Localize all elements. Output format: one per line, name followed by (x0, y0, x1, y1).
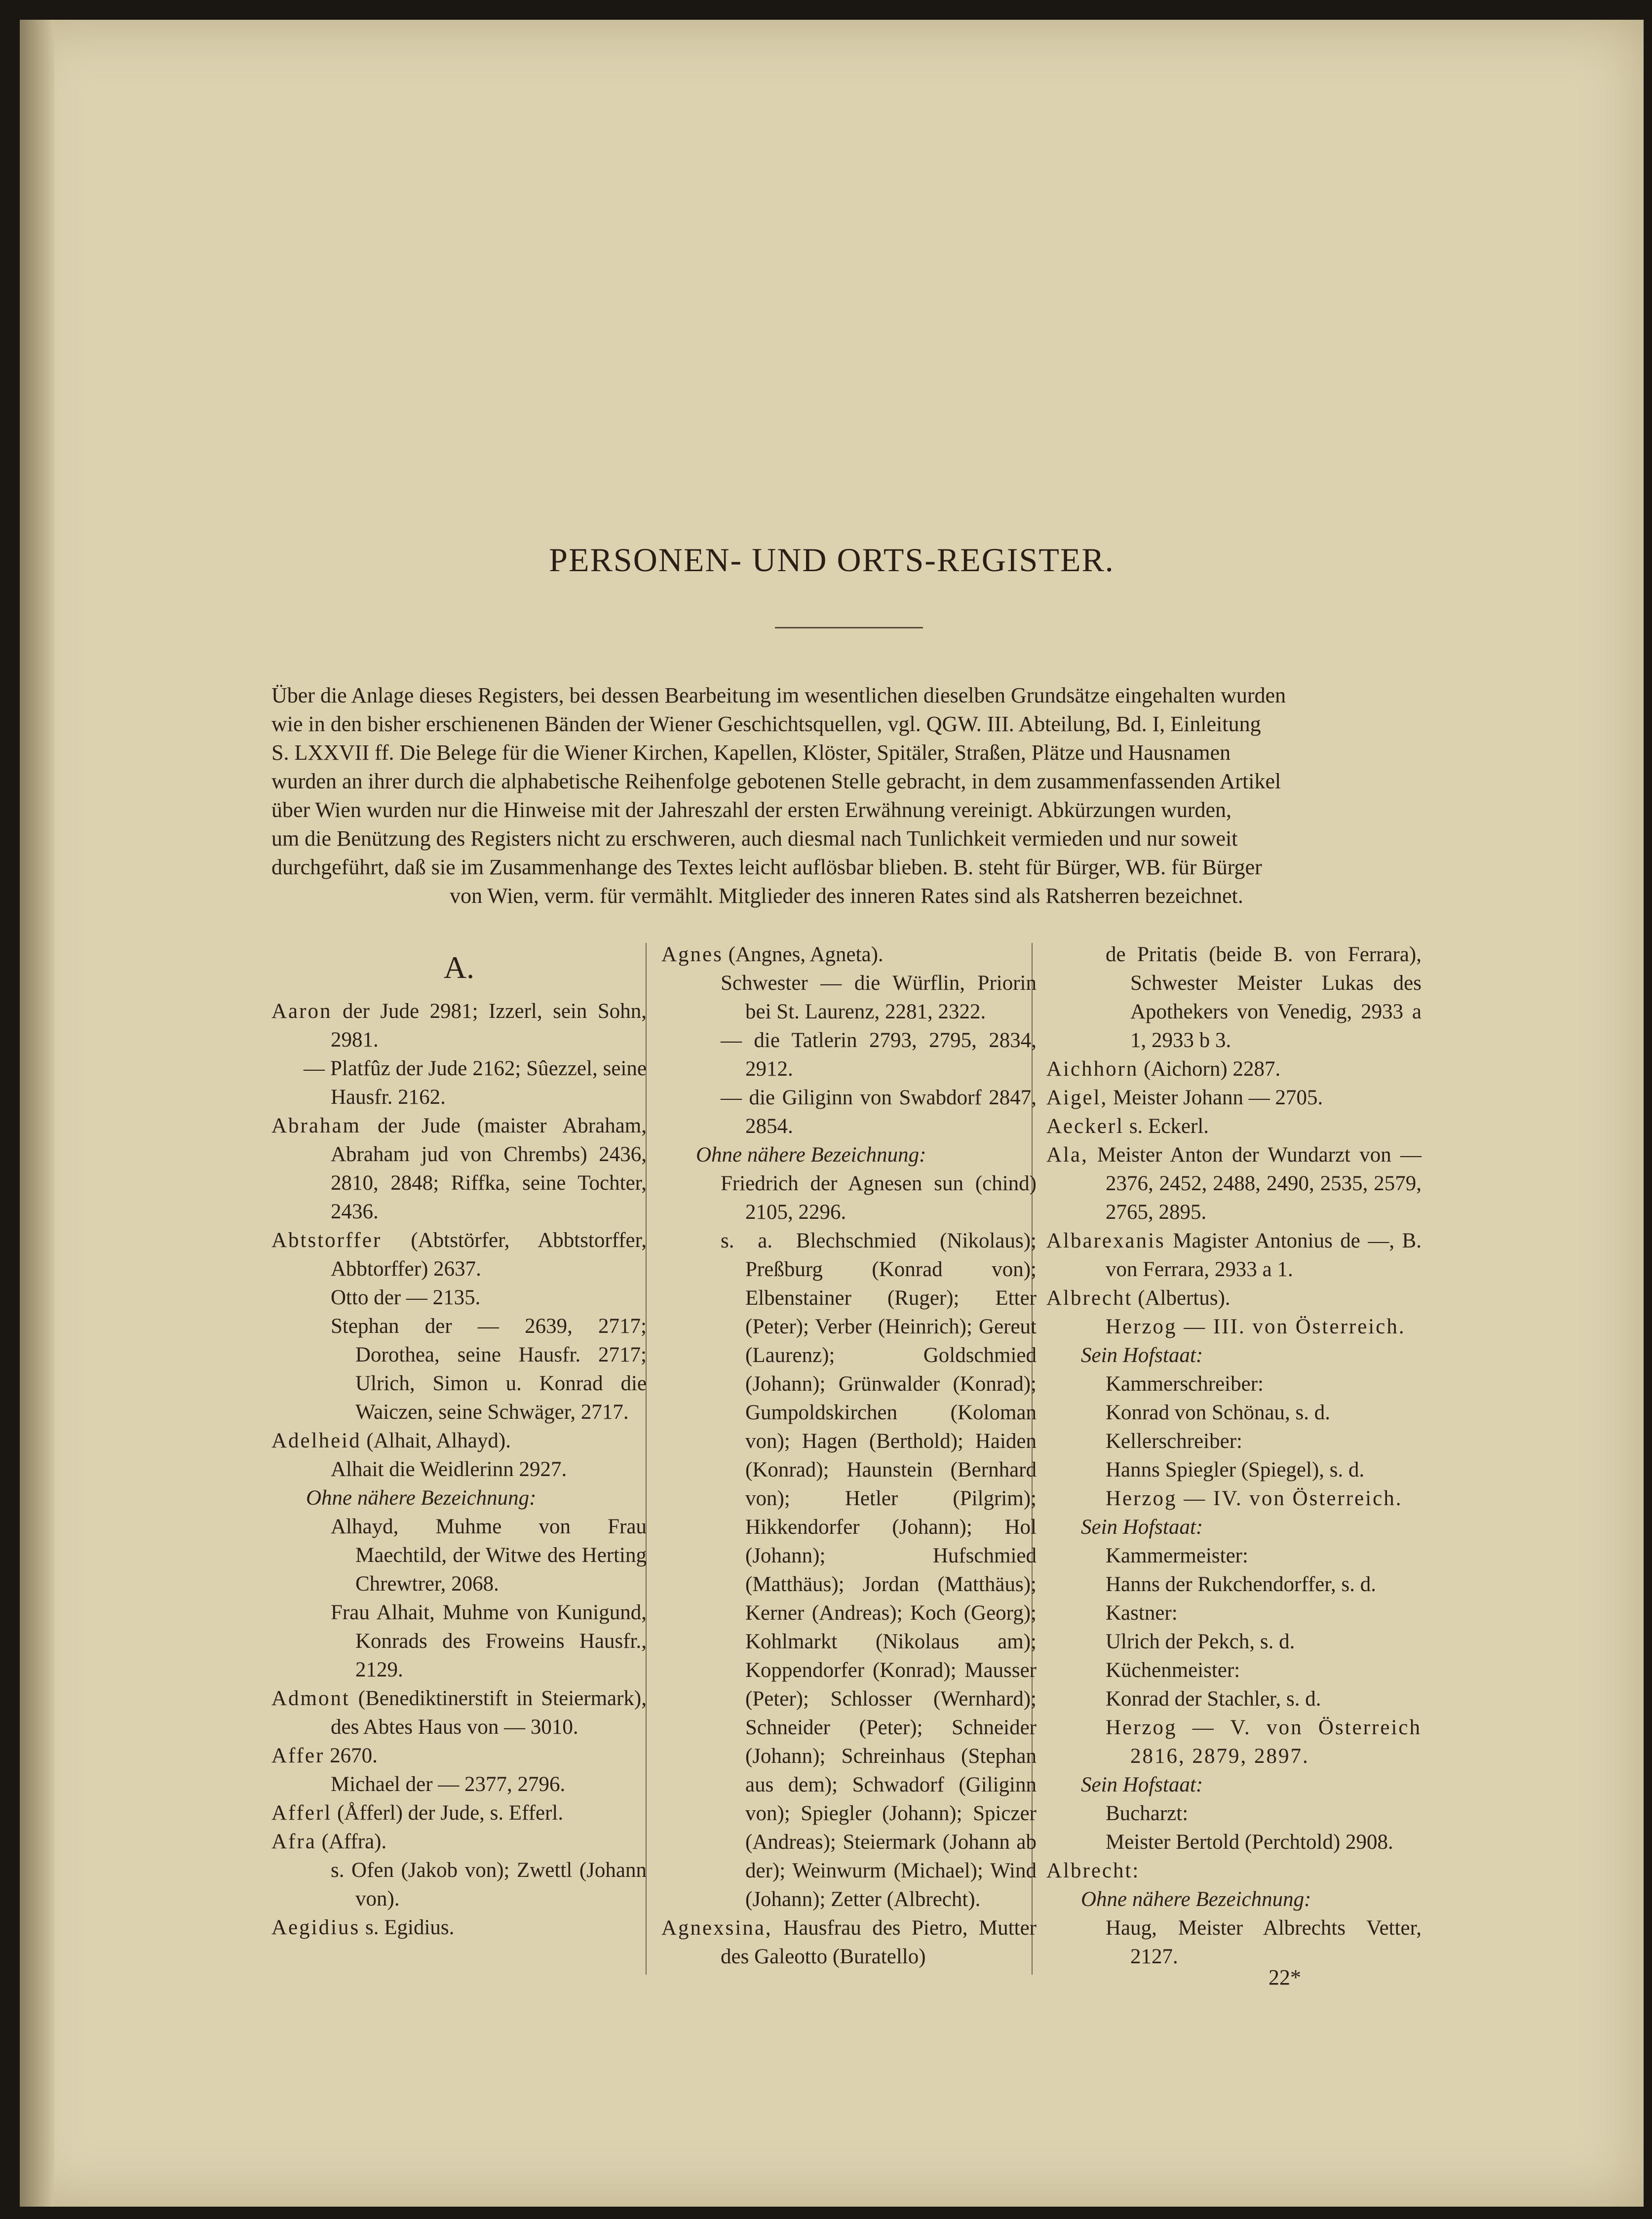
register-entry (271, 1742, 647, 1770)
intro-paragraph (271, 681, 1421, 910)
entry-text: Frau Alhait, Muhme von Kunigund, Konrads des Froweins Hausfr., 2129. (331, 1601, 647, 1681)
entry-text: Ohne nähere Bezeichnung: (696, 1143, 926, 1167)
entry-text: (Angnes, Agneta). (723, 943, 884, 966)
register-column-3 (1046, 940, 1421, 1971)
entry-text: Hausfrau des Pietro, Mutter des Galeotto (Buratello) (721, 1916, 1037, 1968)
register-entry (271, 1799, 647, 1828)
entry-text: s. Eckerl. (1124, 1115, 1209, 1138)
entry-text: Konrad von Schönau, s. d. (1106, 1401, 1331, 1424)
book-page (20, 20, 1644, 2207)
entry-text: (Åfferl) der Jude, s. Efferl. (332, 1801, 564, 1825)
entry-text: Friedrich der Agnesen sun (chind) 2105, 2296. (721, 1172, 1037, 1224)
entry-text: Ohne nähere Bezeichnung: (306, 1486, 537, 1510)
entry-text: (Alhait, Alhayd). (361, 1429, 511, 1452)
register-entry (271, 1112, 647, 1226)
entry-headword: Albrecht: (1046, 1859, 1140, 1882)
entry-text: Alhait die Weidlerinn 2927. (331, 1458, 567, 1481)
entry-text: Kammerschreiber: (1106, 1372, 1264, 1396)
register-entry (1046, 1055, 1421, 1084)
register-entry (661, 1084, 1037, 1141)
entry-text: Kastner: (1106, 1601, 1178, 1625)
register-entry (271, 1226, 647, 1284)
intro-line: wurden an ihrer durch die alphabetische Reihenfolge gebotenen Stelle gebracht, in dem zusammenfassenden Artikel (271, 769, 1281, 793)
entry-headword: Adelheid (271, 1429, 361, 1452)
entry-text: Konrad der Stachler, s. d. (1106, 1687, 1321, 1711)
entry-text: Küchenmeister: (1106, 1659, 1240, 1682)
entry-headword: Afferl (271, 1801, 332, 1825)
register-entry (1046, 1084, 1421, 1112)
entry-text: — Platfûz der Jude 2162; Sûezzel, seine Hausfr. 2162. (304, 1057, 647, 1109)
register-entry (1046, 1656, 1421, 1685)
register-entry (661, 969, 1037, 1026)
entry-text: — die Tatlerin 2793, 2795, 2834, 2912. (721, 1029, 1037, 1081)
entry-text: s. Egidius. (360, 1916, 455, 1939)
entry-headword: Aaron (271, 1000, 332, 1023)
entry-text: Meister Bertold (Perchtold) 2908. (1106, 1830, 1393, 1854)
column-entries (271, 997, 647, 1942)
register-entry (271, 1455, 647, 1484)
register-entry (271, 1684, 647, 1742)
register-entry (1046, 1628, 1421, 1656)
section-letter: A. (443, 950, 475, 985)
entry-text: Magister Antonius de —, B. von Ferrara, 2933 a 1. (1106, 1229, 1421, 1281)
register-entry (661, 1227, 1037, 1914)
register-entry (661, 1026, 1037, 1084)
entry-text: Kellerschreiber: (1106, 1430, 1242, 1453)
entry-text: Meister Anton der Wundarzt von — 2376, 2452, 2488, 2490, 2535, 2579, 2765, 2895. (1088, 1143, 1421, 1224)
entry-text: Kammermeister: (1106, 1544, 1248, 1567)
entry-text: Herzog — V. von Österreich 2816, 2879, 2897. (1106, 1716, 1421, 1768)
register-entry (271, 1513, 647, 1598)
register-entry (271, 1312, 647, 1427)
entry-headword: Agnexsina, (661, 1916, 772, 1940)
entry-text: Sein Hofstaat: (1081, 1344, 1203, 1367)
entry-text: Herzog — III. von Österreich. (1106, 1315, 1406, 1338)
entry-headword: Aigel, (1046, 1086, 1108, 1109)
entry-text: (Abtstörfer, Abbtstorffer, Abbtorffer) 2637. (331, 1229, 647, 1281)
register-entry (1046, 1284, 1421, 1313)
register-entry (271, 1913, 647, 1942)
entry-text: de Pritatis (beide B. von Ferrara), Schwester Meister Lukas des Apothekers von Venedig, 2933 a 1, 2933 b 3. (1106, 943, 1421, 1052)
entry-text: Sein Hofstaat: (1081, 1773, 1203, 1796)
entry-text: (Aichorn) 2287. (1138, 1057, 1281, 1081)
entry-text: Hanns der Rukchendorffer, s. d. (1106, 1573, 1376, 1596)
register-entry (271, 1484, 647, 1513)
register-entry (661, 1914, 1037, 1971)
page-number: 22* (1268, 1965, 1301, 1989)
entry-text: Herzog — IV. von Österreich. (1106, 1487, 1403, 1510)
entry-headword: Admont (271, 1687, 350, 1710)
column-entries (1046, 940, 1421, 1971)
register-entry (1046, 1685, 1421, 1713)
register-entry (1046, 1484, 1421, 1513)
intro-line: Über die Anlage dieses Registers, bei dessen Bearbeitung im wesentlichen dieselben Grundsätze eingehalten wurden (271, 683, 1286, 707)
entry-headword: Aeckerl (1046, 1115, 1124, 1138)
intro-line: S. LXXVII ff. Die Belege für die Wiener Kirchen, Kapellen, Klöster, Spitäler, Straßen, Plätze und Hausnamen (271, 740, 1231, 765)
entry-text: Alhayd, Muhme von Frau Maechtild, der Witwe des Herting Chrewtrer, 2068. (331, 1515, 647, 1596)
register-entry (1046, 940, 1421, 1055)
intro-line: wie in den bisher erschienenen Bänden der Wiener Geschichtsquellen, vgl. QGW. III. Abteilung, Bd. I, Einleitung (271, 712, 1261, 736)
intro-line: über Wien wurden nur die Hinweise mit der Jahreszahl der ersten Erwähnung vereinigt. Abkürzungen wurden, (271, 798, 1232, 822)
entry-text: Ohne nähere Bezeichnung: (1081, 1888, 1311, 1911)
register-entry (1046, 1513, 1421, 1542)
register-entry (1046, 1857, 1421, 1885)
entry-text: Stephan der — 2639, 2717; Dorothea, seine Hausfr. 2717; Ulrich, Simon u. Konrad die Waiczen, seine Schwäger, 2717. (331, 1315, 647, 1424)
entry-headword: Albarexanis (1046, 1229, 1165, 1252)
register-entry (1046, 1570, 1421, 1599)
register-entry (271, 1598, 647, 1684)
register-entry (271, 1770, 647, 1799)
title-divider (775, 627, 923, 628)
register-entry (661, 1141, 1037, 1169)
entry-text: s. Ofen (Jakob von); Zwettl (Johann von). (331, 1859, 647, 1910)
page-title: PERSONEN- UND ORTS-REGISTER. (549, 541, 1114, 579)
entry-headword: Abraham (271, 1114, 361, 1137)
register-entry (1046, 1799, 1421, 1828)
register-entry (1046, 1542, 1421, 1570)
entry-headword: Aichhorn (1046, 1057, 1139, 1081)
register-entry (271, 1054, 647, 1112)
register-entry (1046, 1713, 1421, 1771)
register-entry (1046, 1456, 1421, 1484)
entry-headword: Affer (271, 1744, 325, 1767)
register-entry (1046, 1399, 1421, 1427)
register-column-2 (661, 940, 1037, 1971)
register-entry (1046, 1141, 1421, 1227)
entry-text: Bucharzt: (1106, 1802, 1189, 1825)
page-gutter (20, 20, 54, 2207)
entry-headword: Aegidius (271, 1916, 360, 1939)
entry-headword: Abtstorffer (271, 1229, 382, 1252)
entry-headword: Agnes (661, 943, 723, 966)
register-entry (1046, 1914, 1421, 1971)
entry-text: Sein Hofstaat: (1081, 1516, 1203, 1539)
entry-text: Meister Johann — 2705. (1108, 1086, 1323, 1109)
register-entry (661, 940, 1037, 969)
register-column-1 (271, 940, 647, 1942)
register-entry (1046, 1885, 1421, 1914)
register-entry (661, 1169, 1037, 1227)
entry-text: (Affra). (316, 1830, 387, 1853)
intro-line: durchgeführt, daß sie im Zusammenhange des Textes leicht auflösbar blieben. B. steht für Bürger, WB. für Bürger (271, 855, 1262, 879)
entry-headword: Ala, (1046, 1143, 1088, 1167)
intro-line: um die Benützung des Registers nicht zu erschweren, auch diesmal nach Tunlichkeit vermieden und nur soweit (271, 826, 1238, 851)
entry-text: Schwester — die Würflin, Priorin bei St. Laurenz, 2281, 2322. (721, 972, 1037, 1023)
register-entry (271, 1284, 647, 1312)
entry-text: Ulrich der Pekch, s. d. (1106, 1630, 1295, 1653)
intro-line: von Wien, verm. für vermählt. Mitglieder des inneren Rates sind als Ratsherren bezeichnet. (450, 884, 1243, 908)
register-entry (1046, 1370, 1421, 1399)
entry-headword: Afra (271, 1830, 316, 1853)
entry-text: Hanns Spiegler (Spiegel), s. d. (1106, 1458, 1365, 1481)
register-entry (1046, 1341, 1421, 1370)
entry-text: — die Giliginn von Swabdorf 2847, 2854. (721, 1086, 1037, 1138)
register-entry (1046, 1599, 1421, 1628)
entry-text: s. a. Blechschmied (Nikolaus); Preßburg (Konrad von); Elbenstainer (Ruger); Etter (Peter); Verber (Heinrich); Gereut (Laurenz); Goldschmied (Johann); Grünwalder (Konrad); Gumpoldskirchen (Koloman von); Hagen (Berthold); Haiden (Konrad); Haunstein (Bernhard von); Hetler (Pilgrim); Hikkendorfer (Johann); Hol (Johann); Hufschmied (Matthäus); Jordan (Matthäus); Kerner (Andreas); Koch (Georg); Kohlmarkt (Nikolaus am); Koppendorfer (Konrad); Mausser (Peter); Schlosser (Wernhard); Schneider (Peter); Schneider (Johann); Schreinhaus (Stephan aus dem); Schwadorf (Giliginn von); Spiegler (Johann); Spiczer (Andreas); Steiermark (Johann ab der); Weinwurm (Michael); Wind (Johann); Zetter (Albrecht). (721, 1229, 1037, 1911)
entry-text: (Benediktinerstift in Steiermark), des Abtes Haus von — 3010. (331, 1687, 647, 1739)
register-entry (1046, 1313, 1421, 1341)
entry-text: Otto der — 2135. (331, 1286, 481, 1309)
entry-text: Michael der — 2377, 2796. (331, 1773, 566, 1796)
entry-text: der Jude 2981; Izzerl, sein Sohn, 2981. (331, 1000, 647, 1051)
entry-text: (Albertus). (1132, 1286, 1230, 1310)
register-entry (1046, 1828, 1421, 1857)
register-entry (271, 997, 647, 1054)
register-entry (1046, 1427, 1421, 1456)
entry-text: der Jude (maister Abraham, Abraham jud von Chrembs) 2436, 2810, 2848; Riffka, seine Tochter, 2436. (331, 1114, 647, 1223)
register-entry (271, 1856, 647, 1913)
register-entry (1046, 1112, 1421, 1141)
register-entry (271, 1427, 647, 1455)
column-entries (661, 940, 1037, 1971)
entry-headword: Albrecht (1046, 1286, 1133, 1310)
entry-text: Haug, Meister Albrechts Vetter, 2127. (1106, 1916, 1421, 1968)
register-entry (271, 1828, 647, 1856)
register-entry (1046, 1227, 1421, 1284)
register-entry (1046, 1771, 1421, 1799)
entry-text: 2670. (324, 1744, 378, 1767)
